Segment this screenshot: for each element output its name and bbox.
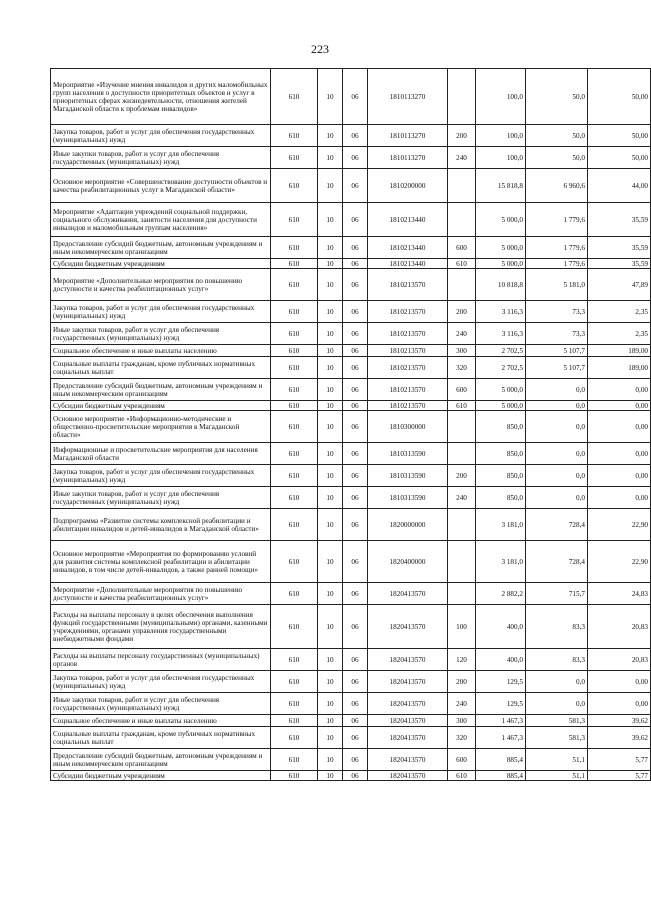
- row-execution-percent-cell: 39,62: [588, 715, 651, 727]
- row-target-article-cell: 1810113270: [368, 147, 448, 169]
- row-execution-percent-cell: 5,77: [588, 749, 651, 771]
- row-expense-type-cell: 320: [448, 727, 476, 749]
- row-section-cell: 10: [318, 487, 343, 509]
- table-row: [51, 509, 651, 541]
- row-section-cell: 10: [318, 465, 343, 487]
- row-actual-amount-cell: 51,1: [526, 749, 588, 771]
- row-section-cell: 10: [318, 771, 343, 781]
- row-grbs-cell: 610: [271, 693, 318, 715]
- row-expense-type-cell: 610: [448, 259, 476, 269]
- row-expense-type-cell: 610: [448, 771, 476, 781]
- row-expense-type-cell: [448, 269, 476, 301]
- row-grbs-cell: 610: [271, 541, 318, 583]
- row-expense-type-cell: 300: [448, 345, 476, 357]
- row-execution-percent-cell: 0,00: [588, 693, 651, 715]
- row-execution-percent-cell: 189,00: [588, 345, 651, 357]
- table-row: [51, 401, 651, 411]
- row-target-article-cell: 1810313590: [368, 487, 448, 509]
- table-row: [51, 727, 651, 749]
- row-grbs-cell: 610: [271, 379, 318, 401]
- row-actual-amount-cell: 83,3: [526, 649, 588, 671]
- row-expense-type-cell: 200: [448, 301, 476, 323]
- row-target-article-cell: 1820413570: [368, 583, 448, 605]
- row-subsection-cell: 06: [343, 509, 368, 541]
- row-target-article-cell: 1810113270: [368, 69, 448, 125]
- row-section-cell: 10: [318, 345, 343, 357]
- row-grbs-cell: 610: [271, 147, 318, 169]
- row-grbs-cell: 610: [271, 169, 318, 203]
- row-expense-type-cell: [448, 509, 476, 541]
- row-expense-type-cell: 200: [448, 671, 476, 693]
- table-row: [51, 487, 651, 509]
- row-grbs-cell: 610: [271, 69, 318, 125]
- row-planned-amount-cell: 885,4: [476, 771, 526, 781]
- table-row: [51, 259, 651, 269]
- row-section-cell: 10: [318, 649, 343, 671]
- row-name-cell: Социальное обеспечение и иные выплаты населению: [51, 345, 271, 357]
- row-grbs-cell: 610: [271, 671, 318, 693]
- row-section-cell: 10: [318, 237, 343, 259]
- row-grbs-cell: 610: [271, 401, 318, 411]
- row-execution-percent-cell: 35,59: [588, 237, 651, 259]
- row-execution-percent-cell: 50,00: [588, 125, 651, 147]
- row-actual-amount-cell: 1 779,6: [526, 203, 588, 237]
- table-row: [51, 693, 651, 715]
- row-subsection-cell: 06: [343, 487, 368, 509]
- row-expense-type-cell: 600: [448, 379, 476, 401]
- row-target-article-cell: 1820413570: [368, 771, 448, 781]
- row-actual-amount-cell: 6 960,6: [526, 169, 588, 203]
- row-target-article-cell: 1810213440: [368, 259, 448, 269]
- row-name-cell: Социальное обеспечение и иные выплаты населению: [51, 715, 271, 727]
- table-row: [51, 649, 651, 671]
- row-subsection-cell: 06: [343, 671, 368, 693]
- row-actual-amount-cell: 0,0: [526, 401, 588, 411]
- row-expense-type-cell: 300: [448, 715, 476, 727]
- row-planned-amount-cell: 2 702,5: [476, 345, 526, 357]
- row-section-cell: 10: [318, 169, 343, 203]
- row-planned-amount-cell: 3 181,0: [476, 509, 526, 541]
- row-section-cell: 10: [318, 693, 343, 715]
- row-actual-amount-cell: 1 779,6: [526, 237, 588, 259]
- row-actual-amount-cell: 0,0: [526, 487, 588, 509]
- row-section-cell: 10: [318, 605, 343, 649]
- row-section-cell: 10: [318, 259, 343, 269]
- row-expense-type-cell: [448, 541, 476, 583]
- table-row: [51, 541, 651, 583]
- row-name-cell: Мероприятие «Адаптация учреждений социальной поддержки, социального обслуживания, занятости населения для доступности инвалидов и маломобильным группам населения»: [51, 203, 271, 237]
- row-actual-amount-cell: 73,3: [526, 323, 588, 345]
- row-expense-type-cell: 240: [448, 487, 476, 509]
- row-execution-percent-cell: 0,00: [588, 487, 651, 509]
- row-target-article-cell: 1820413570: [368, 749, 448, 771]
- row-name-cell: Социальные выплаты гражданам, кроме публичных нормативных социальных выплат: [51, 357, 271, 379]
- row-expense-type-cell: 240: [448, 323, 476, 345]
- row-section-cell: 10: [318, 671, 343, 693]
- row-subsection-cell: 06: [343, 715, 368, 727]
- row-grbs-cell: 610: [271, 259, 318, 269]
- row-section-cell: 10: [318, 69, 343, 125]
- row-actual-amount-cell: 1 779,6: [526, 259, 588, 269]
- row-name-cell: Закупка товаров, работ и услуг для обеспечения государственных (муниципальных) нужд: [51, 301, 271, 323]
- row-actual-amount-cell: 0,0: [526, 693, 588, 715]
- row-planned-amount-cell: 129,5: [476, 693, 526, 715]
- row-execution-percent-cell: 2,35: [588, 301, 651, 323]
- row-planned-amount-cell: 1 467,3: [476, 727, 526, 749]
- row-actual-amount-cell: 50,0: [526, 147, 588, 169]
- row-expense-type-cell: [448, 411, 476, 443]
- row-name-cell: Иные закупки товаров, работ и услуг для обеспечения государственных (муниципальных) нужд: [51, 147, 271, 169]
- row-target-article-cell: 1810213570: [368, 345, 448, 357]
- row-planned-amount-cell: 850,0: [476, 465, 526, 487]
- row-name-cell: Расходы на выплаты персоналу государственных (муниципальных) органов: [51, 649, 271, 671]
- row-name-cell: Мероприятие «Дополнительные мероприятия по повышению доступности и качества реабилитационных услуг»: [51, 583, 271, 605]
- row-execution-percent-cell: 39,62: [588, 727, 651, 749]
- row-subsection-cell: 06: [343, 465, 368, 487]
- row-planned-amount-cell: 5 000,0: [476, 237, 526, 259]
- row-expense-type-cell: 320: [448, 357, 476, 379]
- row-execution-percent-cell: 5,77: [588, 771, 651, 781]
- row-name-cell: Субсидии бюджетным учреждениям: [51, 771, 271, 781]
- row-expense-type-cell: 610: [448, 401, 476, 411]
- row-planned-amount-cell: 3 181,0: [476, 541, 526, 583]
- row-planned-amount-cell: 100,0: [476, 147, 526, 169]
- row-section-cell: 10: [318, 357, 343, 379]
- row-name-cell: Предоставление субсидий бюджетным, автономным учреждениям и иным некоммерческим организациям: [51, 749, 271, 771]
- row-planned-amount-cell: 885,4: [476, 749, 526, 771]
- row-grbs-cell: 610: [271, 583, 318, 605]
- row-expense-type-cell: [448, 443, 476, 465]
- row-planned-amount-cell: 5 000,0: [476, 379, 526, 401]
- row-subsection-cell: 06: [343, 237, 368, 259]
- row-section-cell: 10: [318, 269, 343, 301]
- row-expense-type-cell: 200: [448, 125, 476, 147]
- row-section-cell: 10: [318, 443, 343, 465]
- row-target-article-cell: 1810213440: [368, 203, 448, 237]
- row-expense-type-cell: 240: [448, 147, 476, 169]
- row-section-cell: 10: [318, 727, 343, 749]
- row-actual-amount-cell: 51,1: [526, 771, 588, 781]
- row-planned-amount-cell: 10 818,8: [476, 269, 526, 301]
- row-execution-percent-cell: 50,00: [588, 147, 651, 169]
- row-expense-type-cell: 120: [448, 649, 476, 671]
- row-grbs-cell: 610: [271, 509, 318, 541]
- row-section-cell: 10: [318, 203, 343, 237]
- row-name-cell: Иные закупки товаров, работ и услуг для обеспечения государственных (муниципальных) нужд: [51, 693, 271, 715]
- row-target-article-cell: 1810213570: [368, 357, 448, 379]
- row-target-article-cell: 1820413570: [368, 649, 448, 671]
- row-name-cell: Информационные и просветительские мероприятия для населения Магаданской области: [51, 443, 271, 465]
- row-execution-percent-cell: 20,83: [588, 649, 651, 671]
- row-expense-type-cell: [448, 69, 476, 125]
- row-target-article-cell: 1810213570: [368, 269, 448, 301]
- row-actual-amount-cell: 728,4: [526, 509, 588, 541]
- row-grbs-cell: 610: [271, 649, 318, 671]
- row-subsection-cell: 06: [343, 693, 368, 715]
- row-grbs-cell: 610: [271, 727, 318, 749]
- row-planned-amount-cell: 5 000,0: [476, 203, 526, 237]
- row-grbs-cell: 610: [271, 301, 318, 323]
- row-subsection-cell: 06: [343, 169, 368, 203]
- row-execution-percent-cell: 2,35: [588, 323, 651, 345]
- row-actual-amount-cell: 0,0: [526, 465, 588, 487]
- row-name-cell: Мероприятие «Дополнительные мероприятия по повышению доступности и качества реабилитационных услуг»: [51, 269, 271, 301]
- row-section-cell: 10: [318, 379, 343, 401]
- table-row: [51, 671, 651, 693]
- table-row: [51, 411, 651, 443]
- row-grbs-cell: 610: [271, 237, 318, 259]
- row-grbs-cell: 610: [271, 487, 318, 509]
- table-row: [51, 465, 651, 487]
- row-grbs-cell: 610: [271, 605, 318, 649]
- row-subsection-cell: 06: [343, 323, 368, 345]
- row-section-cell: 10: [318, 147, 343, 169]
- row-target-article-cell: 1810313590: [368, 465, 448, 487]
- row-name-cell: Социальные выплаты гражданам, кроме публичных нормативных социальных выплат: [51, 727, 271, 749]
- row-execution-percent-cell: 20,83: [588, 605, 651, 649]
- row-execution-percent-cell: 189,00: [588, 357, 651, 379]
- row-name-cell: Субсидии бюджетным учреждениям: [51, 401, 271, 411]
- row-target-article-cell: 1810213440: [368, 237, 448, 259]
- row-subsection-cell: 06: [343, 443, 368, 465]
- row-target-article-cell: 1820000000: [368, 509, 448, 541]
- row-target-article-cell: 1820413570: [368, 715, 448, 727]
- row-name-cell: Основное мероприятие «Совершенствование доступности объектов и качества реабилитационных услуг в Магаданской области»: [51, 169, 271, 203]
- row-name-cell: Расходы на выплаты персоналу в целях обеспечения выполнения функций государственными (муниципальными) органами, казенными учреждениями, органами управления государственными внебюджетными фондами: [51, 605, 271, 649]
- row-expense-type-cell: 100: [448, 605, 476, 649]
- row-target-article-cell: 1820413570: [368, 671, 448, 693]
- row-planned-amount-cell: 850,0: [476, 411, 526, 443]
- row-actual-amount-cell: 5 107,7: [526, 345, 588, 357]
- row-actual-amount-cell: 0,0: [526, 671, 588, 693]
- table-row: [51, 147, 651, 169]
- row-planned-amount-cell: 850,0: [476, 487, 526, 509]
- table-row: [51, 379, 651, 401]
- table-row: [51, 237, 651, 259]
- row-subsection-cell: 06: [343, 605, 368, 649]
- row-expense-type-cell: [448, 203, 476, 237]
- row-section-cell: 10: [318, 323, 343, 345]
- row-actual-amount-cell: 83,3: [526, 605, 588, 649]
- row-subsection-cell: 06: [343, 301, 368, 323]
- row-target-article-cell: 1820413570: [368, 727, 448, 749]
- budget-table: [50, 68, 651, 781]
- table-row: [51, 269, 651, 301]
- row-execution-percent-cell: 22,90: [588, 541, 651, 583]
- row-execution-percent-cell: 35,59: [588, 259, 651, 269]
- row-name-cell: Предоставление субсидий бюджетным, автономным учреждениям и иным некоммерческим организациям: [51, 237, 271, 259]
- row-section-cell: 10: [318, 715, 343, 727]
- row-planned-amount-cell: 5 000,0: [476, 259, 526, 269]
- row-target-article-cell: 1820413570: [368, 605, 448, 649]
- table-row: [51, 583, 651, 605]
- row-execution-percent-cell: 0,00: [588, 401, 651, 411]
- row-name-cell: Закупка товаров, работ и услуг для обеспечения государственных (муниципальных) нужд: [51, 125, 271, 147]
- row-actual-amount-cell: 581,3: [526, 715, 588, 727]
- row-target-article-cell: 1810213570: [368, 323, 448, 345]
- row-subsection-cell: 06: [343, 203, 368, 237]
- row-subsection-cell: 06: [343, 69, 368, 125]
- row-grbs-cell: 610: [271, 715, 318, 727]
- row-target-article-cell: 1820400000: [368, 541, 448, 583]
- row-subsection-cell: 06: [343, 357, 368, 379]
- table-row: [51, 125, 651, 147]
- row-subsection-cell: 06: [343, 401, 368, 411]
- page-number: 223: [311, 42, 329, 56]
- row-grbs-cell: 610: [271, 443, 318, 465]
- table-row: [51, 605, 651, 649]
- row-execution-percent-cell: 0,00: [588, 671, 651, 693]
- table-body: [51, 69, 651, 781]
- row-section-cell: 10: [318, 749, 343, 771]
- row-actual-amount-cell: 0,0: [526, 443, 588, 465]
- row-name-cell: Предоставление субсидий бюджетным, автономным учреждениям и иным некоммерческим организациям: [51, 379, 271, 401]
- row-grbs-cell: 610: [271, 465, 318, 487]
- row-subsection-cell: 06: [343, 125, 368, 147]
- row-planned-amount-cell: 5 000,0: [476, 401, 526, 411]
- row-planned-amount-cell: 15 818,8: [476, 169, 526, 203]
- row-subsection-cell: 06: [343, 749, 368, 771]
- row-grbs-cell: 610: [271, 203, 318, 237]
- table-row: [51, 749, 651, 771]
- row-actual-amount-cell: 0,0: [526, 411, 588, 443]
- row-execution-percent-cell: 44,00: [588, 169, 651, 203]
- table-row: [51, 203, 651, 237]
- row-actual-amount-cell: 5 181,0: [526, 269, 588, 301]
- row-expense-type-cell: 600: [448, 237, 476, 259]
- row-actual-amount-cell: 0,0: [526, 379, 588, 401]
- row-target-article-cell: 1810313590: [368, 443, 448, 465]
- row-name-cell: Закупка товаров, работ и услуг для обеспечения государственных (муниципальных) нужд: [51, 465, 271, 487]
- row-execution-percent-cell: 0,00: [588, 411, 651, 443]
- table-row: [51, 771, 651, 781]
- row-execution-percent-cell: 22,90: [588, 509, 651, 541]
- row-name-cell: Подпрограмма «Развитие системы комплексной реабилитации и абилитации инвалидов и детей-инвалидов в Магаданской области»: [51, 509, 271, 541]
- row-name-cell: Мероприятие «Изучение мнения инвалидов и других маломобильных групп населения о доступности приоритетных объектов и услуг в приоритетных сферах жизнедеятельности, отношения жителей Магаданской области к проблемам инвалидов»: [51, 69, 271, 125]
- row-grbs-cell: 610: [271, 411, 318, 443]
- row-planned-amount-cell: 400,0: [476, 605, 526, 649]
- row-expense-type-cell: 200: [448, 465, 476, 487]
- table-row: [51, 301, 651, 323]
- row-grbs-cell: 610: [271, 357, 318, 379]
- row-planned-amount-cell: 1 467,3: [476, 715, 526, 727]
- row-execution-percent-cell: 0,00: [588, 443, 651, 465]
- row-section-cell: 10: [318, 411, 343, 443]
- row-planned-amount-cell: 400,0: [476, 649, 526, 671]
- row-section-cell: 10: [318, 541, 343, 583]
- row-planned-amount-cell: 850,0: [476, 443, 526, 465]
- row-planned-amount-cell: 2 702,5: [476, 357, 526, 379]
- row-subsection-cell: 06: [343, 269, 368, 301]
- row-grbs-cell: 610: [271, 749, 318, 771]
- row-section-cell: 10: [318, 301, 343, 323]
- row-planned-amount-cell: 129,5: [476, 671, 526, 693]
- row-subsection-cell: 06: [343, 259, 368, 269]
- table-row: [51, 715, 651, 727]
- row-planned-amount-cell: 3 116,3: [476, 323, 526, 345]
- row-grbs-cell: 610: [271, 345, 318, 357]
- row-target-article-cell: 1810213570: [368, 379, 448, 401]
- row-name-cell: Субсидии бюджетным учреждениям: [51, 259, 271, 269]
- row-name-cell: Основное мероприятие «Информационно-методические и общественно-просветительские мероприятия в Магаданской области»: [51, 411, 271, 443]
- table-row: [51, 69, 651, 125]
- row-section-cell: 10: [318, 125, 343, 147]
- row-actual-amount-cell: 728,4: [526, 541, 588, 583]
- row-expense-type-cell: [448, 169, 476, 203]
- row-target-article-cell: 1810113270: [368, 125, 448, 147]
- row-planned-amount-cell: 100,0: [476, 69, 526, 125]
- row-subsection-cell: 06: [343, 147, 368, 169]
- row-name-cell: Иные закупки товаров, работ и услуг для обеспечения государственных (муниципальных) нужд: [51, 323, 271, 345]
- row-section-cell: 10: [318, 509, 343, 541]
- row-subsection-cell: 06: [343, 583, 368, 605]
- row-subsection-cell: 06: [343, 379, 368, 401]
- row-execution-percent-cell: 0,00: [588, 465, 651, 487]
- row-section-cell: 10: [318, 583, 343, 605]
- row-grbs-cell: 610: [271, 323, 318, 345]
- row-subsection-cell: 06: [343, 411, 368, 443]
- row-expense-type-cell: [448, 583, 476, 605]
- table-row: [51, 345, 651, 357]
- row-subsection-cell: 06: [343, 345, 368, 357]
- table-row: [51, 323, 651, 345]
- row-section-cell: 10: [318, 401, 343, 411]
- row-target-article-cell: 1810300000: [368, 411, 448, 443]
- row-actual-amount-cell: 73,3: [526, 301, 588, 323]
- row-subsection-cell: 06: [343, 541, 368, 583]
- row-target-article-cell: 1810200000: [368, 169, 448, 203]
- row-grbs-cell: 610: [271, 771, 318, 781]
- row-execution-percent-cell: 47,89: [588, 269, 651, 301]
- row-actual-amount-cell: 50,0: [526, 125, 588, 147]
- row-planned-amount-cell: 2 882,2: [476, 583, 526, 605]
- table-row: [51, 169, 651, 203]
- row-execution-percent-cell: 35,59: [588, 203, 651, 237]
- row-target-article-cell: 1810213570: [368, 401, 448, 411]
- row-execution-percent-cell: 24,83: [588, 583, 651, 605]
- row-name-cell: Закупка товаров, работ и услуг для обеспечения государственных (муниципальных) нужд: [51, 671, 271, 693]
- row-subsection-cell: 06: [343, 727, 368, 749]
- row-planned-amount-cell: 100,0: [476, 125, 526, 147]
- row-execution-percent-cell: 0,00: [588, 379, 651, 401]
- row-execution-percent-cell: 50,00: [588, 69, 651, 125]
- row-subsection-cell: 06: [343, 771, 368, 781]
- row-target-article-cell: 1810213570: [368, 301, 448, 323]
- row-subsection-cell: 06: [343, 649, 368, 671]
- row-name-cell: Основное мероприятие «Мероприятия по формированию условий для развития системы комплексной реабилитации и абилитации инвалидов, в том числе детей-инвалидов, а также ранней помощи»: [51, 541, 271, 583]
- row-target-article-cell: 1820413570: [368, 693, 448, 715]
- row-actual-amount-cell: 715,7: [526, 583, 588, 605]
- table-row: [51, 443, 651, 465]
- row-expense-type-cell: 240: [448, 693, 476, 715]
- row-actual-amount-cell: 5 107,7: [526, 357, 588, 379]
- row-grbs-cell: 610: [271, 125, 318, 147]
- row-actual-amount-cell: 581,3: [526, 727, 588, 749]
- row-expense-type-cell: 600: [448, 749, 476, 771]
- table-row: [51, 357, 651, 379]
- row-name-cell: Иные закупки товаров, работ и услуг для обеспечения государственных (муниципальных) нужд: [51, 487, 271, 509]
- row-planned-amount-cell: 3 116,3: [476, 301, 526, 323]
- row-grbs-cell: 610: [271, 269, 318, 301]
- row-actual-amount-cell: 50,0: [526, 69, 588, 125]
